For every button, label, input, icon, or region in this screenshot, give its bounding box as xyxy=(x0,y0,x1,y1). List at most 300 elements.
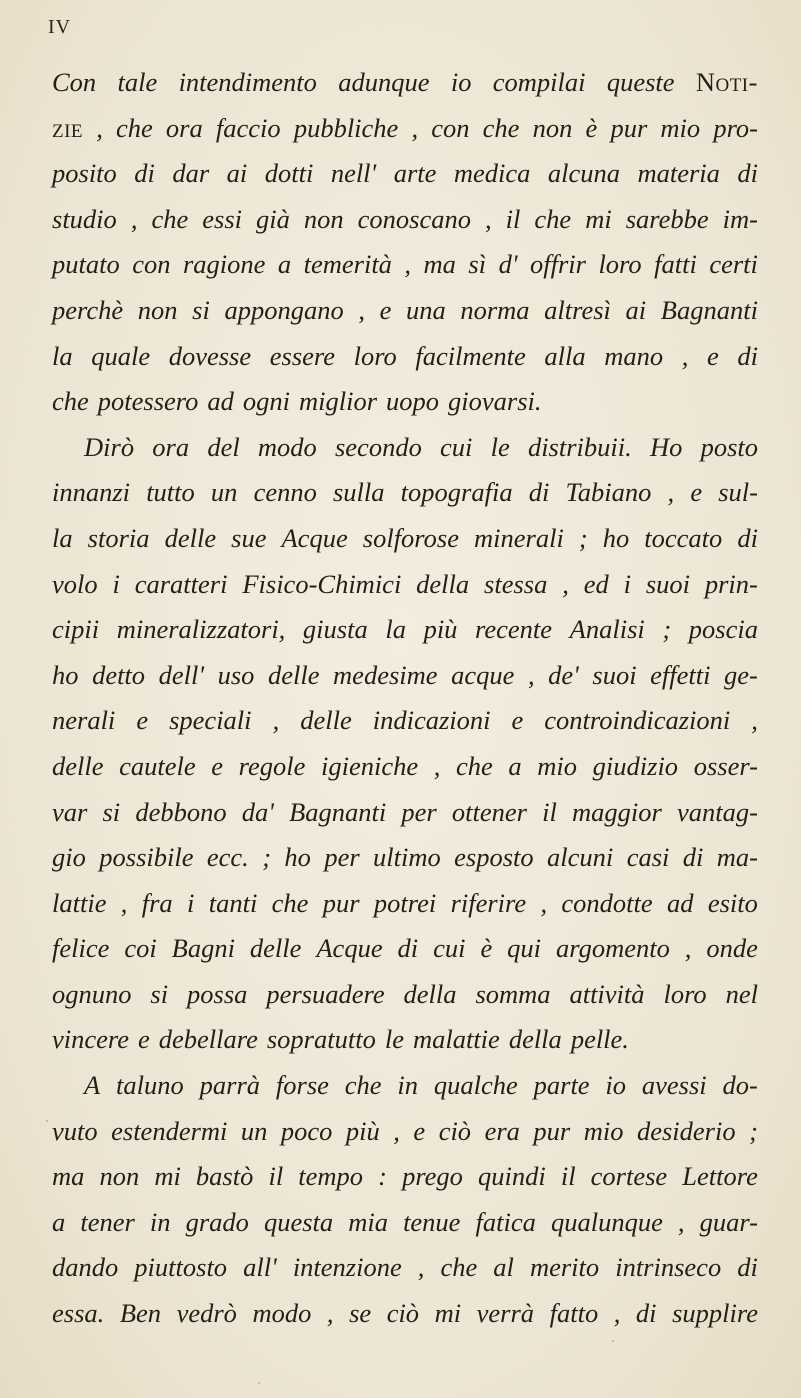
word: felice xyxy=(52,933,110,964)
word: ho xyxy=(284,842,311,873)
word: appongano xyxy=(224,294,344,325)
word: Lettore xyxy=(682,1161,758,1192)
word: ai xyxy=(226,158,248,189)
text-line xyxy=(52,1154,758,1200)
word: controindicazioni xyxy=(544,705,731,736)
word: che xyxy=(271,887,309,918)
word: Ho xyxy=(649,431,683,462)
word: già xyxy=(256,203,290,234)
word: delle xyxy=(267,659,320,690)
word: minerali xyxy=(474,522,564,553)
word: ma xyxy=(423,249,456,280)
word: delle xyxy=(300,705,352,736)
word: e xyxy=(706,340,719,371)
word: pro- xyxy=(713,112,758,143)
word: poco xyxy=(280,1115,333,1146)
word: essi xyxy=(202,203,242,234)
word: io xyxy=(605,1070,627,1101)
word: , xyxy=(411,112,419,143)
word: verrà xyxy=(476,1298,535,1329)
word: tutto xyxy=(146,477,195,508)
paper-speck xyxy=(258,1382,260,1384)
word: questa xyxy=(263,1206,334,1237)
word: guar- xyxy=(699,1206,758,1237)
word: , xyxy=(417,1252,425,1283)
word: e xyxy=(379,294,392,325)
word: si xyxy=(192,294,210,325)
word: che xyxy=(344,1070,382,1101)
word: non xyxy=(303,203,344,234)
text-line xyxy=(52,653,758,699)
word: Dirò xyxy=(84,431,135,462)
word: cui xyxy=(433,933,466,964)
word: effetti xyxy=(650,659,711,690)
word: di xyxy=(737,1252,758,1283)
word: il xyxy=(268,1161,284,1192)
word: nel xyxy=(725,978,758,1009)
word: tenue xyxy=(403,1206,461,1237)
word: mi xyxy=(154,1161,181,1192)
word: più xyxy=(423,614,458,645)
text-line xyxy=(52,425,758,471)
word: più xyxy=(345,1115,380,1146)
word: , xyxy=(677,1206,685,1237)
word: toccato xyxy=(644,522,723,553)
word: , xyxy=(681,340,689,371)
word: , xyxy=(272,705,280,736)
text-line xyxy=(52,379,758,425)
text-line xyxy=(52,60,758,106)
word: ed xyxy=(583,568,609,599)
word: temerità xyxy=(303,249,392,280)
word: di xyxy=(397,933,419,964)
word: per xyxy=(324,842,360,873)
word: era xyxy=(484,1115,520,1146)
word: perchè xyxy=(52,294,124,325)
word: fatica xyxy=(475,1206,536,1237)
word: qualunque xyxy=(550,1206,663,1237)
word: , xyxy=(404,249,412,280)
word: dovesse xyxy=(168,340,252,371)
word: mineralizzatori, xyxy=(116,614,286,645)
word: loro xyxy=(663,978,707,1009)
word: solforose xyxy=(362,522,459,553)
word: ora xyxy=(165,112,203,143)
text-line xyxy=(52,1245,758,1291)
word: Tabiano xyxy=(565,477,652,508)
word: vuto xyxy=(52,1115,98,1146)
word: non xyxy=(137,294,178,325)
word: essere xyxy=(269,340,335,371)
word: modo xyxy=(252,1298,312,1329)
word: ; xyxy=(749,1115,758,1146)
text-line xyxy=(52,151,758,197)
word: grado xyxy=(185,1206,249,1237)
word: qualche xyxy=(433,1070,518,1101)
word: ma- xyxy=(716,842,758,873)
word: dotti xyxy=(264,158,314,189)
word: mi xyxy=(585,203,612,234)
word: faccio xyxy=(215,112,281,143)
word: ciò xyxy=(438,1115,472,1146)
word: il xyxy=(505,203,521,234)
word: , xyxy=(684,933,692,964)
word: essa. xyxy=(52,1298,105,1329)
word: estendermi xyxy=(111,1115,228,1146)
word: topografia xyxy=(400,477,513,508)
word: vedrò xyxy=(176,1298,237,1329)
word: caratteri xyxy=(134,568,228,599)
word: giovarsi. xyxy=(448,386,542,417)
word: e xyxy=(511,705,524,736)
word: ora xyxy=(152,431,190,462)
paper-speck xyxy=(46,1120,48,1122)
word: im- xyxy=(722,203,758,234)
word: e xyxy=(413,1115,426,1146)
word: , xyxy=(751,705,758,736)
word: fatti xyxy=(654,249,697,280)
word: vantag- xyxy=(676,796,758,827)
word: Acque xyxy=(316,933,383,964)
word: che xyxy=(115,112,153,143)
word: cui xyxy=(440,431,473,462)
word: cipii xyxy=(52,614,100,645)
word: , xyxy=(96,112,103,143)
word: intendimento xyxy=(178,67,317,97)
word: se xyxy=(349,1298,372,1329)
word: sì xyxy=(468,249,487,280)
word: d' xyxy=(498,249,518,280)
word: delle xyxy=(249,933,302,964)
word: nerali xyxy=(52,705,116,736)
word: fra xyxy=(141,887,173,918)
word: di xyxy=(737,158,758,189)
word: e xyxy=(138,1024,150,1055)
word: di xyxy=(682,842,704,873)
word: di xyxy=(635,1298,657,1329)
word: , xyxy=(130,203,138,234)
word: , xyxy=(120,887,128,918)
word: potrei xyxy=(373,887,437,918)
word: non xyxy=(99,1161,140,1192)
word: Bagnanti xyxy=(660,294,758,325)
word: tener xyxy=(80,1206,135,1237)
word: debellare xyxy=(158,1024,258,1055)
word: conoscano xyxy=(357,203,472,234)
word: A xyxy=(84,1070,101,1101)
word: merito xyxy=(529,1252,600,1283)
word: de' xyxy=(548,659,579,690)
word: che xyxy=(482,112,520,143)
word: e xyxy=(136,705,149,736)
word: casi xyxy=(626,842,670,873)
word: è xyxy=(585,112,598,143)
word: offrir xyxy=(529,249,586,280)
word: , xyxy=(326,1298,334,1329)
word: di xyxy=(134,158,155,189)
word: si xyxy=(150,978,169,1009)
word: posto xyxy=(700,431,758,462)
word: stessa xyxy=(484,568,548,599)
word: con xyxy=(431,112,470,143)
word: della xyxy=(508,1024,562,1055)
word: in xyxy=(397,1070,419,1101)
text-line xyxy=(52,1200,758,1246)
word: un xyxy=(210,477,238,508)
word: quale xyxy=(91,340,151,371)
word: poscia xyxy=(688,614,758,645)
word: potessero xyxy=(97,386,199,417)
word: compilai xyxy=(492,67,586,97)
word: esito xyxy=(707,887,758,918)
text-line xyxy=(52,1109,758,1155)
word: ecc. xyxy=(206,842,249,873)
text-line xyxy=(52,470,758,516)
text-line xyxy=(52,242,758,288)
word: tale xyxy=(117,67,158,97)
word: somma xyxy=(475,978,551,1009)
word: sopratutto xyxy=(266,1024,376,1055)
word: in xyxy=(149,1206,171,1237)
word: a xyxy=(52,1206,66,1237)
word: tempo xyxy=(298,1161,364,1192)
word: sulla xyxy=(332,477,385,508)
word: taluno xyxy=(116,1070,184,1101)
text-line xyxy=(52,835,758,881)
word: la xyxy=(52,340,73,371)
page-number: IV xyxy=(48,16,72,38)
word: di xyxy=(528,477,550,508)
text-line xyxy=(52,106,758,152)
word: Analisi xyxy=(569,614,645,645)
word: il xyxy=(560,1161,576,1192)
word: ; xyxy=(578,522,588,553)
word: alla xyxy=(544,340,586,371)
word: onde xyxy=(706,933,758,964)
word: che xyxy=(440,1252,478,1283)
word: putato xyxy=(52,249,120,280)
word: ciò xyxy=(386,1298,420,1329)
word: pur xyxy=(533,1115,571,1146)
word: storia xyxy=(87,522,150,553)
word: di xyxy=(737,340,758,371)
word: esposto xyxy=(454,842,534,873)
word: cautele xyxy=(119,750,196,781)
word: speciali xyxy=(169,705,252,736)
word: sarebbe xyxy=(625,203,709,234)
word: e xyxy=(690,477,703,508)
word: , xyxy=(358,294,365,325)
word: i xyxy=(112,568,120,599)
word: dar xyxy=(172,158,210,189)
word: possibile xyxy=(99,842,194,873)
word: di xyxy=(737,522,758,553)
word: è xyxy=(480,933,493,964)
body-text xyxy=(52,60,758,1337)
word: do- xyxy=(722,1070,758,1101)
word: prego xyxy=(402,1161,463,1192)
word: ho xyxy=(52,659,79,690)
word: dell' xyxy=(158,659,205,690)
word: , xyxy=(540,887,548,918)
word: tanti xyxy=(208,887,258,918)
text-line xyxy=(52,562,758,608)
word: mio xyxy=(660,112,701,143)
word: arte xyxy=(393,158,437,189)
word: suoi xyxy=(645,568,690,599)
word: alcuni xyxy=(547,842,614,873)
word: il xyxy=(542,796,557,827)
word: intrinseco xyxy=(615,1252,722,1283)
word: ognuno xyxy=(52,978,132,1009)
word: ad xyxy=(207,386,234,417)
word: parrà xyxy=(199,1070,261,1101)
word: Acque xyxy=(281,522,348,553)
word: norma xyxy=(460,294,530,325)
word: debbono xyxy=(135,796,227,827)
word: piuttosto xyxy=(134,1252,228,1283)
word: alcuna xyxy=(547,158,620,189)
word: cenno xyxy=(253,477,317,508)
word: con xyxy=(132,249,171,280)
text-line xyxy=(52,926,758,972)
word: facilmente xyxy=(415,340,526,371)
word: modo xyxy=(257,431,317,462)
word: volo xyxy=(52,568,98,599)
word: persuadere xyxy=(266,978,385,1009)
word: medica xyxy=(453,158,531,189)
word: le xyxy=(490,431,510,462)
word: bastò xyxy=(195,1161,254,1192)
word: lattie xyxy=(52,887,107,918)
word: mio xyxy=(583,1115,624,1146)
text-line xyxy=(52,607,758,653)
word: forse xyxy=(275,1070,329,1101)
word: mio xyxy=(537,750,578,781)
text-line xyxy=(52,1017,758,1063)
word: qui xyxy=(507,933,542,964)
word: delle xyxy=(164,522,217,553)
word: a xyxy=(277,249,292,280)
word: della xyxy=(403,978,457,1009)
word: ge- xyxy=(724,659,758,690)
word: mi xyxy=(434,1298,462,1329)
word: mia xyxy=(348,1206,388,1237)
word: la xyxy=(385,614,406,645)
word: che xyxy=(151,203,189,234)
word: all' xyxy=(243,1252,277,1283)
word: i xyxy=(623,568,631,599)
word: zie xyxy=(52,112,84,143)
word: argomento xyxy=(556,933,670,964)
word: ragione xyxy=(182,249,266,280)
word: , xyxy=(562,568,569,599)
word: fatto xyxy=(549,1298,599,1329)
word: certi xyxy=(709,249,758,280)
paper-speck xyxy=(612,1340,614,1342)
word: malattie xyxy=(412,1024,500,1055)
word: cortese xyxy=(590,1161,668,1192)
text-line xyxy=(52,881,758,927)
word: sue xyxy=(231,522,267,553)
word: , xyxy=(667,477,675,508)
word: che xyxy=(456,750,493,781)
word: , xyxy=(527,659,535,690)
word: pur xyxy=(322,887,360,918)
word: condotte xyxy=(561,887,653,918)
text-line xyxy=(52,972,758,1018)
word: intenzione xyxy=(292,1252,402,1283)
text-line xyxy=(52,1063,758,1109)
word: suoi xyxy=(592,659,637,690)
word: posito xyxy=(52,158,117,189)
text-line xyxy=(52,1291,758,1337)
word: ma xyxy=(52,1161,85,1192)
word: materia xyxy=(637,158,720,189)
word: distribuii. xyxy=(527,431,632,462)
word: riferire xyxy=(450,887,527,918)
word: pelle. xyxy=(570,1024,629,1055)
word: giudizio xyxy=(592,750,679,781)
word: delle xyxy=(52,750,104,781)
word: una xyxy=(405,294,446,325)
word: ultimo xyxy=(373,842,441,873)
word: Con xyxy=(52,67,97,97)
word: avessi xyxy=(641,1070,707,1101)
word: maggior xyxy=(572,796,662,827)
word: da' xyxy=(241,796,274,827)
word: della xyxy=(416,568,470,599)
word: ogni xyxy=(242,386,290,417)
word: uopo xyxy=(386,386,440,417)
word: Fisico-Chimici xyxy=(242,568,402,599)
text-line xyxy=(52,197,758,243)
word: ; xyxy=(662,614,672,645)
word: igieniche xyxy=(321,750,419,781)
text-line xyxy=(52,288,758,334)
word: innanzi xyxy=(52,477,131,508)
word: vincere xyxy=(52,1024,129,1055)
word: loro xyxy=(353,340,397,371)
word: pubbliche xyxy=(293,112,399,143)
word: osser- xyxy=(693,750,758,781)
word: Ben xyxy=(119,1298,162,1329)
word: var xyxy=(52,796,88,827)
word: detto xyxy=(92,659,146,690)
word: recente xyxy=(475,614,553,645)
text-line xyxy=(52,790,758,836)
word: , xyxy=(485,203,492,234)
word: medesime xyxy=(333,659,438,690)
word: secondo xyxy=(334,431,422,462)
word: , xyxy=(393,1115,400,1146)
word: loro xyxy=(598,249,642,280)
text-line xyxy=(52,744,758,790)
word: io xyxy=(450,67,472,97)
word: che xyxy=(534,203,572,234)
word: , xyxy=(613,1298,621,1329)
word: attività xyxy=(569,978,645,1009)
word: non xyxy=(532,112,573,143)
word: le xyxy=(384,1024,404,1055)
word: si xyxy=(102,796,121,827)
word: dando xyxy=(52,1252,119,1283)
word: Noti- xyxy=(695,67,758,97)
word: pur xyxy=(610,112,648,143)
word: ad xyxy=(667,887,694,918)
text-line xyxy=(52,334,758,380)
word: la xyxy=(52,522,73,553)
